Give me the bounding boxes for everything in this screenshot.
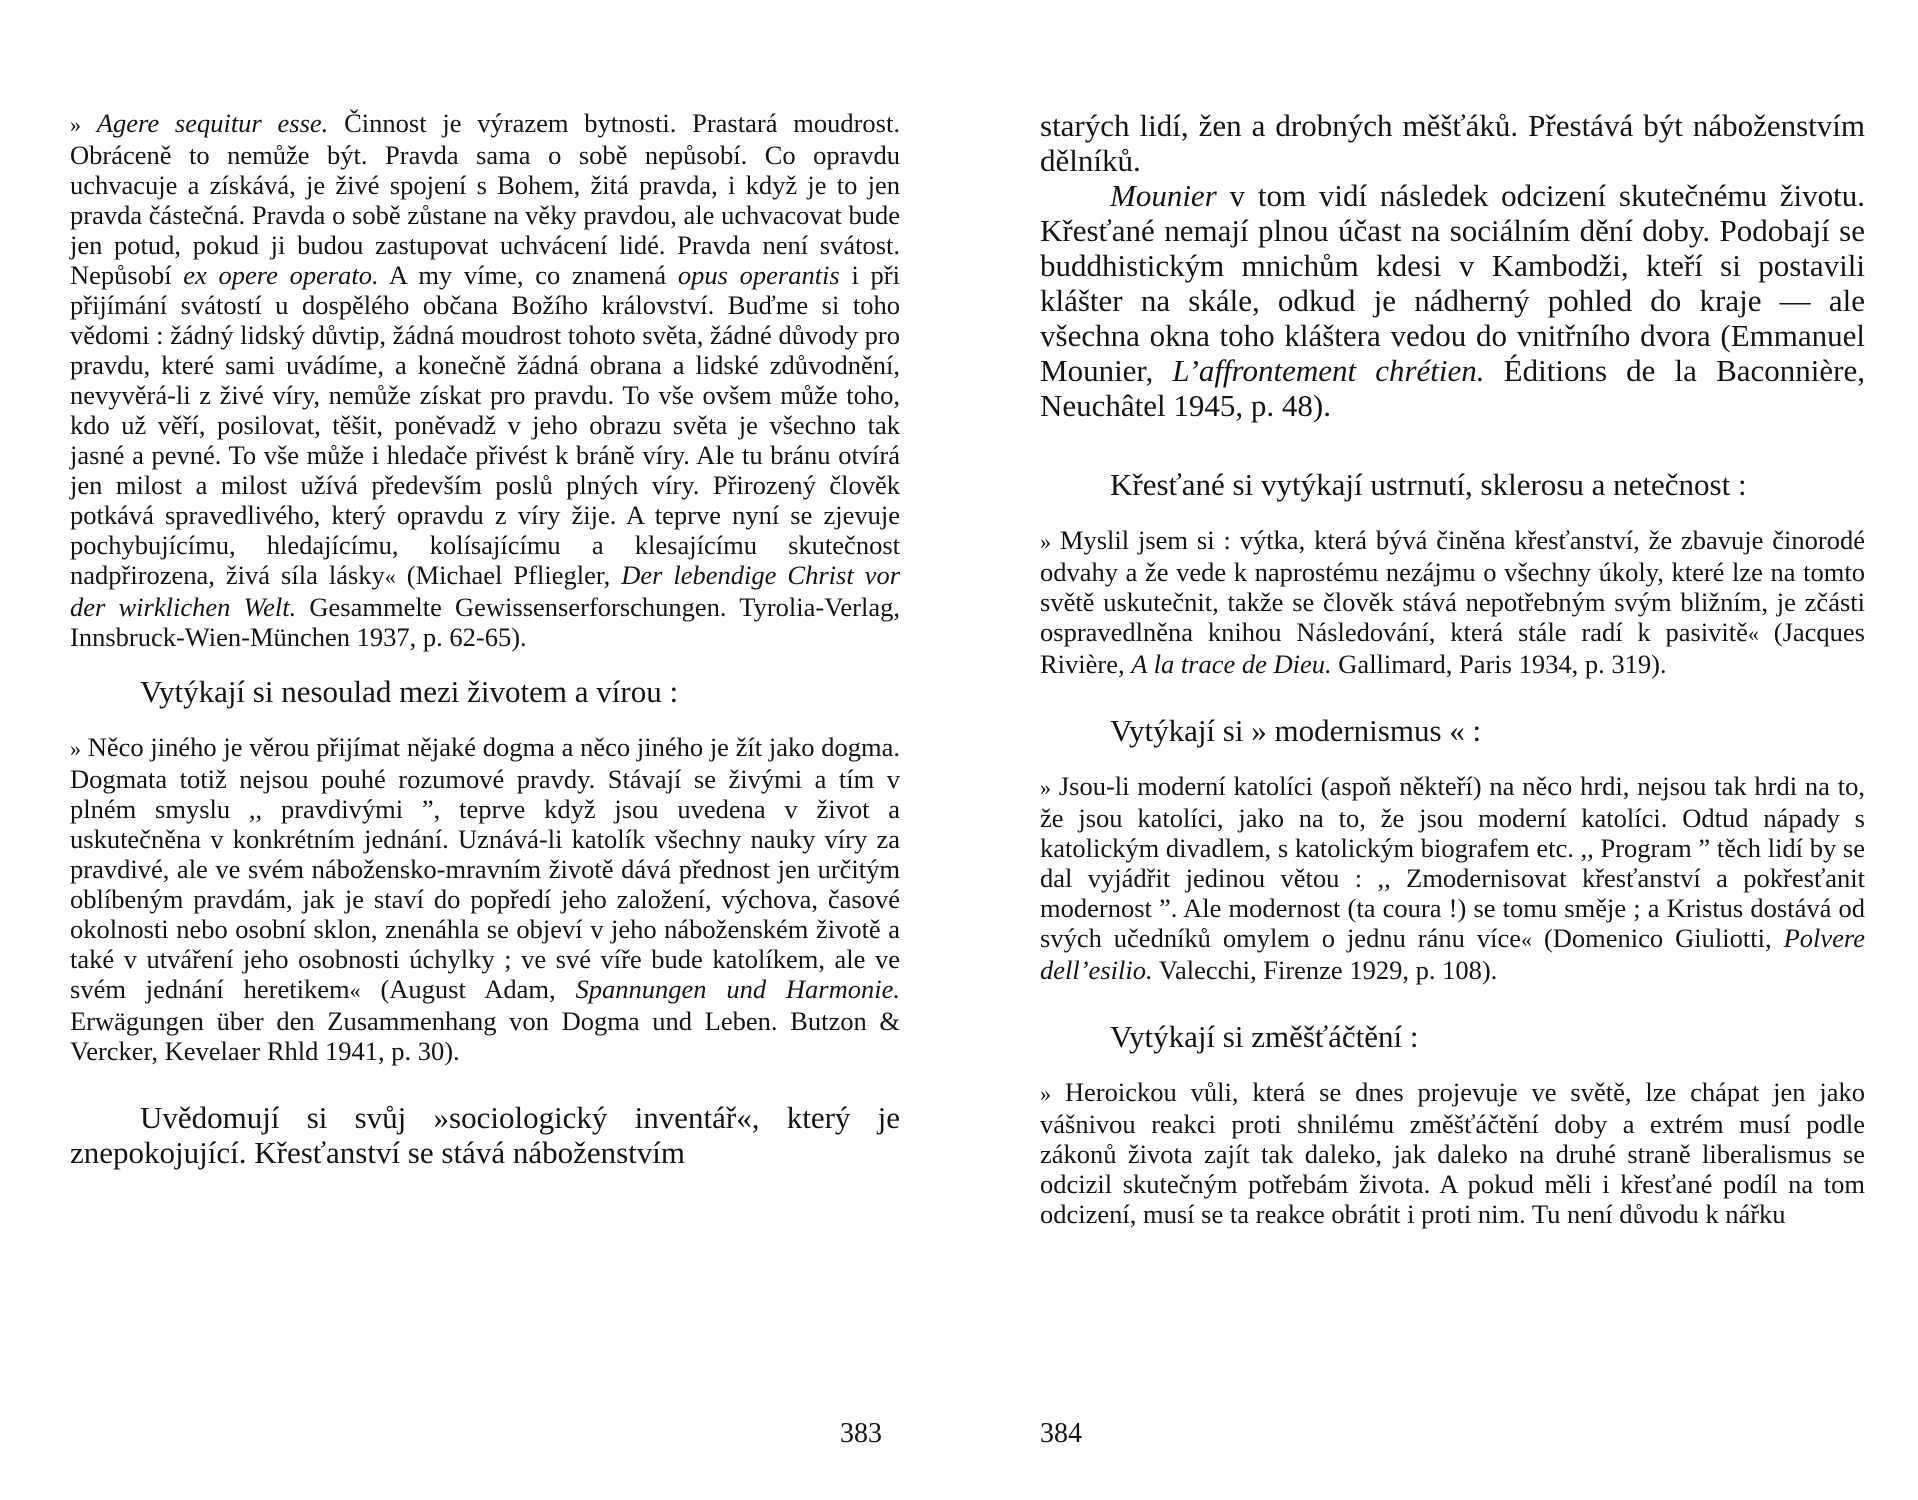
right-page (1040, 108, 1865, 1229)
quote-text: Myslil jsem si : výtka, která bývá činěna křesťanství, že zbavuje činorodé odvahy a že vede k naprostému nezájmu o všechny úkoly, které lze na tomto světě uskutečnit, takže se člověk stává nepotřebným svým bližním, je zčásti ospravedlněna knihou Následování, která stále radí k pasivitě (1040, 525, 1865, 647)
heading-text: Vytýkají si (1110, 713, 1252, 748)
quote-text: Gesammelte Gewissenserforschungen. Tyrolia-Verlag, Innsbruck-Wien-München 1937, p. 62-65). (70, 592, 900, 652)
quote-text: Gallimard, Paris 1934, p. 319). (1331, 649, 1667, 679)
heading-text: : (1464, 713, 1482, 748)
body-italic-title: L’affrontement chrétien. (1172, 353, 1485, 388)
open-quote-mark: » (1040, 1081, 1051, 1106)
heading-text: modernismus (1266, 713, 1450, 748)
open-quote-mark: » (1251, 713, 1267, 748)
quote-text: (Domenico Giuliotti, (1532, 923, 1784, 953)
quote-italic-title: Der lebendige Christ vor der wirklichen Welt. (70, 560, 901, 622)
page-number-right: 384 (1040, 1418, 1082, 1449)
quote-italic-title: A la trace de Dieu. (1131, 649, 1332, 679)
quote-text: Erwägungen über den Zusammenhang von Dogma und Leben. Butzon & Vercker, Kevelaer Rhld 1941, p. 30). (70, 1006, 900, 1066)
open-quote-mark: » (70, 112, 81, 137)
quote-text: A my víme, co znamená (378, 260, 678, 290)
section-heading-zmestacteni: Vytýkají si změšťáčtění : (1110, 1019, 1419, 1054)
quote-adam (70, 732, 900, 1066)
open-quote-mark: » (433, 1100, 450, 1135)
quote-italic: Agere sequitur esse. (96, 108, 329, 138)
section-heading-ustrnuti: Křesťané si vytýkají ustrnutí, sklerosu a netečnost : (1110, 467, 1747, 502)
quote-pfliegler (70, 108, 900, 652)
quote-text: Heroickou vůli, která se dnes projevuje ve světě, lze chápat jen jako vášnivou reakci proti shnilému změšťáčtění doby a extrém musí podle zákonů života zajít tak daleko, jak daleko na druhé straně liberalismus se odcizil skutečným potřebám života. A pokud měli i křesťané podíl na tom odcizení, musí se ta reakce obrátit i proti nim. Tu není důvodu k nářku (1040, 1077, 1865, 1229)
paragraph-sociologicky-inventar (70, 1100, 900, 1170)
left-page (70, 108, 900, 1170)
body-text: Uvědomují si svůj (140, 1100, 434, 1135)
body-text: , který je znepokojující. Křesťanství se stává náboženstvím (70, 1100, 900, 1170)
body-text: Éditions de la Baconnière, Neuchâtel 1945, p. 48). (1040, 353, 1865, 423)
quote-text: Valecchi, Firenze 1929, p. 108). (1152, 955, 1498, 985)
quote-giuliotti (1040, 771, 1865, 985)
body-text: sociologický inventář (449, 1100, 737, 1135)
quote-text: Něco jiného je věrou přijímat nějaké dogma a něco jiného je žít jako dogma. Dogmata totiž nejsou pouhé rozumové pravdy. Stávají se živými a tím v plném smyslu ,, pravdivými ”, teprve když jsou uvedena v život a uskutečněna v konkrétním jednání. Uznává-li katolík všechny nauky víry za pravdivé, ale ve svém nábožensko-mravním životě dává přednost jen určitým oblíbeným pravdám, jak je staví do popředí jeho založení, výchova, časové okolnosti nebo osobní sklon, znenáhla se objeví v jeho náboženském životě a také v utváření jeho osobnosti úchylky ; ve své víře bude katolíkem, ale ve svém jednání heretikem (70, 732, 900, 1004)
quote-text: Jsou-li moderní katolíci (aspoň někteří) na něco hrdi, nejsou tak hrdi na to, že jsou katolíci, jako na to, že jsou moderní katolíci. Odtud nápady s katolickým divadlem, s katolickým biografem etc. ,, Program ” těch lidí by se dal vyjádřit jedinou větou : ,, Zmodernisovat křesťanství a pokřesťanit modernost ”. Ale modernost (ta coura !) se tomu směje ; a Kristus dostává od svých učedníků omylem o jednu ránu více (1040, 771, 1865, 953)
open-quote-mark: » (1040, 775, 1051, 800)
section-heading-modernismus (1040, 713, 1865, 749)
quote-text: (Michael Pfliegler, (395, 560, 622, 590)
quote-text (81, 108, 97, 138)
close-quote-mark: « (736, 1100, 752, 1135)
quote-heroicka-vule (1040, 1077, 1865, 1229)
body-text: v tom vidí následek odcizení skutečnému životu. Křesťané nemají plnou účast na sociálním dění doby. Podobají se buddhistickým mnichům kdesi v Kambodži, kteří si postavili klášter na skále, odkud je nádherný pohled do kraje — ale všechna okna toho kláštera vedou do vnitřního dvora (Emmanuel Mounier, (1040, 178, 1865, 388)
section-heading-nesoulad: Vytýkají si nesoulad mezi životem a vírou : (140, 674, 679, 709)
quote-text: (August Adam, (360, 974, 576, 1004)
page-number-left: 383 (840, 1418, 882, 1449)
quote-riviere (1040, 525, 1865, 679)
open-quote-mark: » (1040, 529, 1051, 554)
close-quote-mark: « (1747, 621, 1759, 646)
open-quote-mark: » (70, 736, 81, 761)
paragraph-mounier (1040, 178, 1865, 423)
quote-text: Činnost je výrazem bytnosti. Prastará moudrost. Obráceně to nemůže být. Pravda sama o sobě nepůsobí. Co opravdu uchvacuje a získává, je živé spojení s Bohem, žitá pravda, i když je to jen pravda částečná. Pravda o sobě zůstane na věky pravdou, ale uchvacovat bude jen potud, pokud ji budou zastupovat uchvácení lidé. Pravda není svátost. Nepůsobí (70, 108, 900, 290)
quote-text: (Jacques Rivière, (1040, 617, 1865, 679)
quote-italic: opus operantis (677, 260, 840, 290)
quote-italic: ex opere operato. (183, 260, 379, 290)
body-italic: Mounier (1110, 178, 1217, 213)
close-quote-mark: « (1449, 713, 1465, 748)
quote-italic-title: Polvere dell’esilio. (1040, 923, 1865, 985)
close-quote-mark: « (1521, 927, 1532, 952)
close-quote-mark: « (349, 978, 361, 1003)
quote-text: i při přijímání svátostí u dospělého občana Božího království. Buďme si toho vědomi : žádný lidský důvtip, žádná moudrost tohoto světa, žádné důvody pro pravdu, které sami uvádíme, a konečně žádná obrana a lidské zdůvodnění, nevyvěrá-li z živé víry, nemůže získat pro pravdu. To vše ovšem může toho, kdo už věří, posilovat, těšit, poněvadž v jeho obrazu světa je všechno tak jasné a pevné. To vše může i hledače přivést k bráně víry. Ale tu bránu otvírá jen milost a milost užívá především poslů plných víry. Přirozený člověk potkává spravedlivého, který opravdu z víry žije. A teprve nyní se zjevuje pochybujícímu, hledajícímu, kolísajícímu a klesajícímu skutečnost nadpřirozena, živá síla lásky (70, 260, 900, 590)
close-quote-mark: « (384, 564, 396, 589)
quote-italic-title: Spannungen und Harmonie. (575, 974, 900, 1004)
paragraph-continuation: starých lidí, žen a drobných měšťáků. Přestává být náboženstvím dělníků. (1040, 108, 1865, 178)
